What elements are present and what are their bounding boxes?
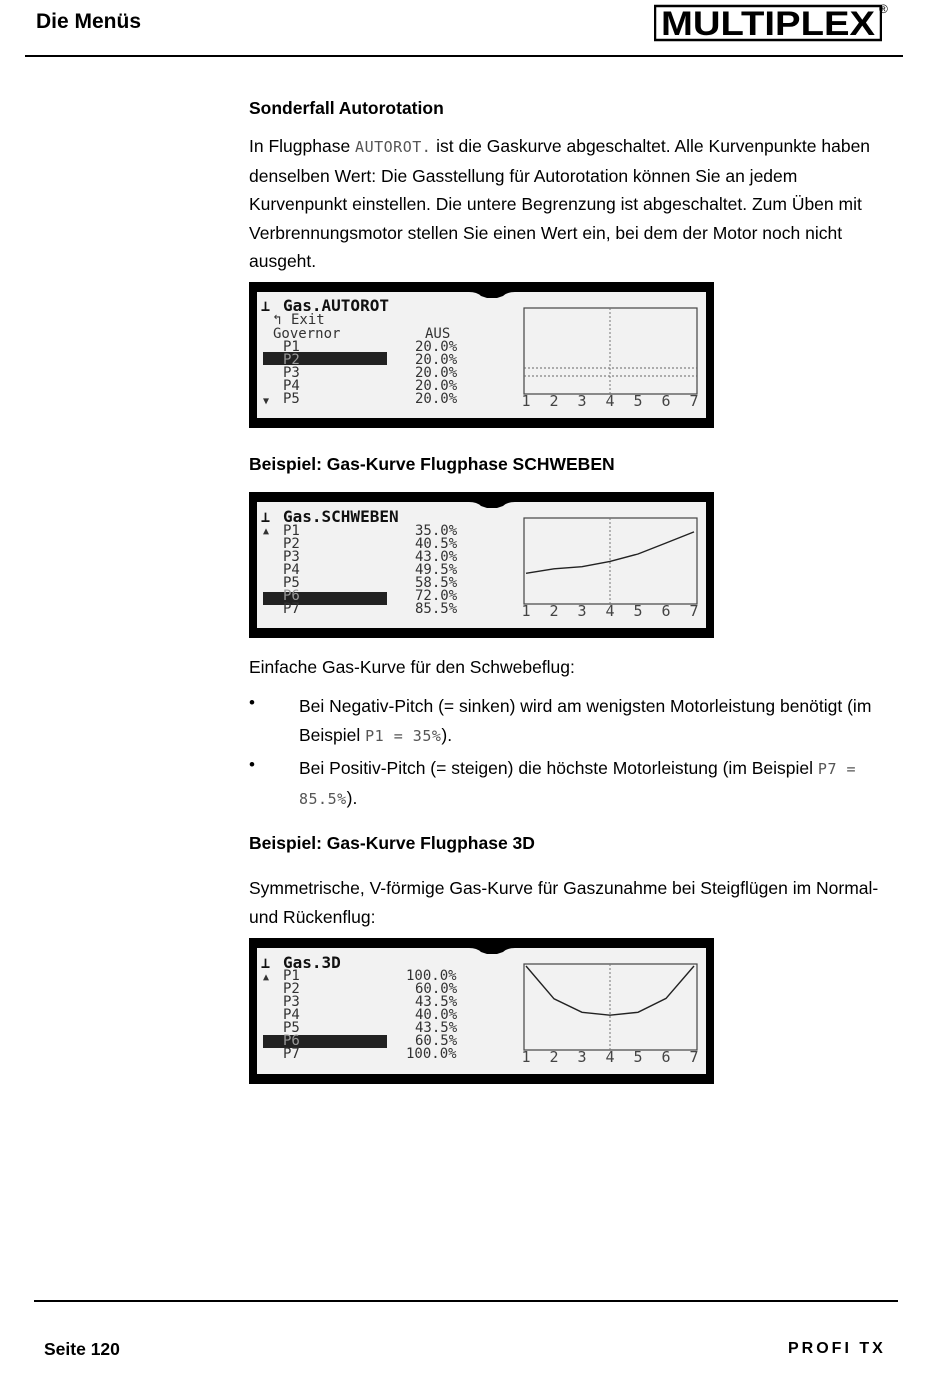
x-tick: 7 (689, 1048, 699, 1066)
heading-3d: Beispiel: Gas-Kurve Flugphase 3D (249, 833, 535, 853)
governor-label: Governor (273, 326, 341, 342)
x-tick: 2 (549, 1048, 559, 1066)
text-run: Bei Positiv-Pitch (= steigen) die höchste Motorleistung (im Beispiel (299, 758, 818, 778)
point-label[interactable]: P1 (283, 968, 300, 984)
point-label[interactable]: P2 (283, 536, 300, 552)
point-value[interactable]: 20.0% (415, 365, 458, 381)
scroll-down-icon: ▼ (263, 396, 270, 407)
x-tick: 6 (661, 392, 671, 410)
phase-icon: ⊥ (261, 297, 271, 315)
text-line: denselben Wert: Die Gasstellung für Autorotation können Sie an jedem (249, 165, 798, 186)
brand-wordmark: MULTIPLEX (661, 5, 876, 42)
x-tick: 3 (577, 392, 587, 410)
point-value[interactable]: 20.0% (415, 378, 458, 394)
point-value[interactable]: 40.0% (415, 1007, 458, 1023)
x-tick: 1 (521, 392, 531, 410)
bullet-negative-pitch (299, 692, 889, 750)
page-number: Seite 120 (44, 1339, 120, 1359)
point-value[interactable]: 40.5% (415, 536, 458, 552)
point-value[interactable]: 100.0% (406, 1046, 457, 1062)
point-label-selected[interactable]: P2 (283, 352, 300, 368)
header-rule (25, 55, 903, 57)
point-value[interactable]: 85.5% (415, 601, 458, 617)
point-label[interactable]: P4 (283, 562, 300, 578)
point-value[interactable]: 60.0% (415, 981, 458, 997)
bullet-icon: • (249, 693, 255, 712)
page-header-title: Die Menüs (36, 10, 142, 33)
lcd-screen-autorot (249, 282, 714, 428)
point-value[interactable]: 20.0% (415, 352, 458, 368)
point-label[interactable]: P2 (283, 981, 300, 997)
text-line: ausgeht. (249, 251, 317, 271)
point-value[interactable]: 100.0% (406, 968, 457, 984)
heading-schweben: Beispiel: Gas-Kurve Flugphase SCHWEBEN (249, 454, 615, 474)
point-label[interactable]: P3 (283, 549, 300, 565)
schweben-intro: Einfache Gas-Kurve für den Schwebeflug: (249, 657, 575, 677)
selection-bar (263, 592, 387, 605)
text-line: und Rückenflug: (249, 906, 376, 927)
heading-autorotation: Sonderfall Autorotation (249, 98, 444, 118)
governor-value: AUS (425, 326, 451, 342)
product-name: PROFI TX (788, 1340, 886, 1357)
back-arrow-icon: ↰ (273, 312, 282, 328)
point-label[interactable]: P4 (283, 378, 300, 394)
footer-rule (34, 1300, 898, 1302)
point-label[interactable]: P4 (283, 1007, 300, 1023)
bullet-positive-pitch (299, 754, 889, 813)
bullet-icon: • (249, 755, 255, 774)
point-label[interactable]: P7 (283, 601, 300, 617)
point-value[interactable]: 43.5% (415, 1020, 458, 1036)
x-tick: 4 (605, 602, 615, 620)
x-tick: 1 (521, 602, 531, 620)
scroll-up-icon: ▲ (263, 526, 270, 537)
x-tick: 3 (577, 602, 587, 620)
screen-title: Gas.3D (283, 953, 341, 972)
text-line: Symmetrische, V-förmige Gas-Kurve für Gaszunahme bei Steigflügen im Normal- (249, 878, 879, 898)
point-label[interactable]: P7 (283, 1046, 300, 1062)
3d-paragraph (249, 874, 899, 931)
inline-code-p7-value: 85.5% (299, 789, 347, 808)
phase-icon: ⊥ (261, 954, 271, 972)
exit-menu-item[interactable]: Exit (291, 312, 325, 328)
point-label[interactable]: P5 (283, 575, 300, 591)
point-value[interactable]: 35.0% (415, 523, 458, 539)
phase-icon: ⊥ (261, 508, 271, 526)
point-value[interactable]: 72.0% (415, 588, 458, 604)
x-tick: 6 (661, 602, 671, 620)
x-tick: 5 (633, 602, 643, 620)
x-tick: 3 (577, 1048, 587, 1066)
autorotation-paragraph (249, 132, 899, 276)
x-tick: 5 (633, 1048, 643, 1066)
x-tick: 1 (521, 1048, 531, 1066)
point-value[interactable]: 43.5% (415, 994, 458, 1010)
text-run: ). (346, 787, 358, 808)
text-line: Kurvenpunkt einstellen. Die untere Begrenzung ist abgeschaltet. Zum Üben mit (249, 194, 862, 214)
point-label[interactable]: P5 (283, 391, 300, 407)
inline-code-autorot: AUTOROT. (355, 138, 432, 156)
x-tick: 7 (689, 392, 699, 410)
scroll-up-icon: ▲ (263, 972, 270, 983)
point-label[interactable]: P1 (283, 339, 300, 355)
inline-code-p7: P7 = (817, 760, 857, 778)
multiplex-logo (654, 4, 882, 47)
x-tick: 5 (633, 392, 643, 410)
lcd-screen-3d (249, 938, 714, 1084)
point-value[interactable]: 43.0% (415, 549, 458, 565)
x-tick: 2 (549, 392, 559, 410)
point-label-selected[interactable]: P6 (283, 1033, 300, 1049)
screen-title: Gas.AUTOROT (283, 296, 389, 315)
point-value[interactable]: 49.5% (415, 562, 458, 578)
point-value[interactable]: 58.5% (415, 575, 458, 591)
text-line: Verbrennungsmotor stellen Sie einen Wert ein, bei dem der Motor noch nicht (249, 222, 843, 243)
point-label[interactable]: P3 (283, 994, 300, 1010)
point-label[interactable]: P5 (283, 1020, 300, 1036)
x-tick: 7 (689, 602, 699, 620)
x-tick: 4 (605, 392, 615, 410)
point-label[interactable]: P1 (283, 523, 300, 539)
point-value[interactable]: 20.0% (415, 339, 458, 355)
x-tick: 4 (605, 1048, 615, 1066)
point-label-selected[interactable]: P6 (283, 588, 300, 604)
text-run: ist die Gaskurve abgeschaltet. Alle Kurvenpunkte haben (431, 136, 871, 156)
x-tick: 6 (661, 1048, 671, 1066)
x-tick: 2 (549, 602, 559, 620)
point-value[interactable]: 60.5% (415, 1033, 458, 1049)
selection-bar (263, 1035, 387, 1048)
point-label[interactable]: P3 (283, 365, 300, 381)
text-run: Beispiel (299, 724, 366, 745)
selection-bar (263, 352, 387, 365)
registered-mark: ® (879, 2, 888, 16)
lcd-screen-schweben (249, 492, 714, 638)
inline-code-p1: P1 = 35% (365, 726, 442, 745)
screen-title: Gas.SCHWEBEN (283, 507, 399, 526)
text-line: Bei Negativ-Pitch (= sinken) wird am wenigsten Motorleistung benötigt (im (299, 696, 872, 716)
text-run: ). (441, 724, 453, 745)
text-run: In Flugphase (249, 136, 356, 156)
point-value[interactable]: 20.0% (415, 391, 458, 407)
